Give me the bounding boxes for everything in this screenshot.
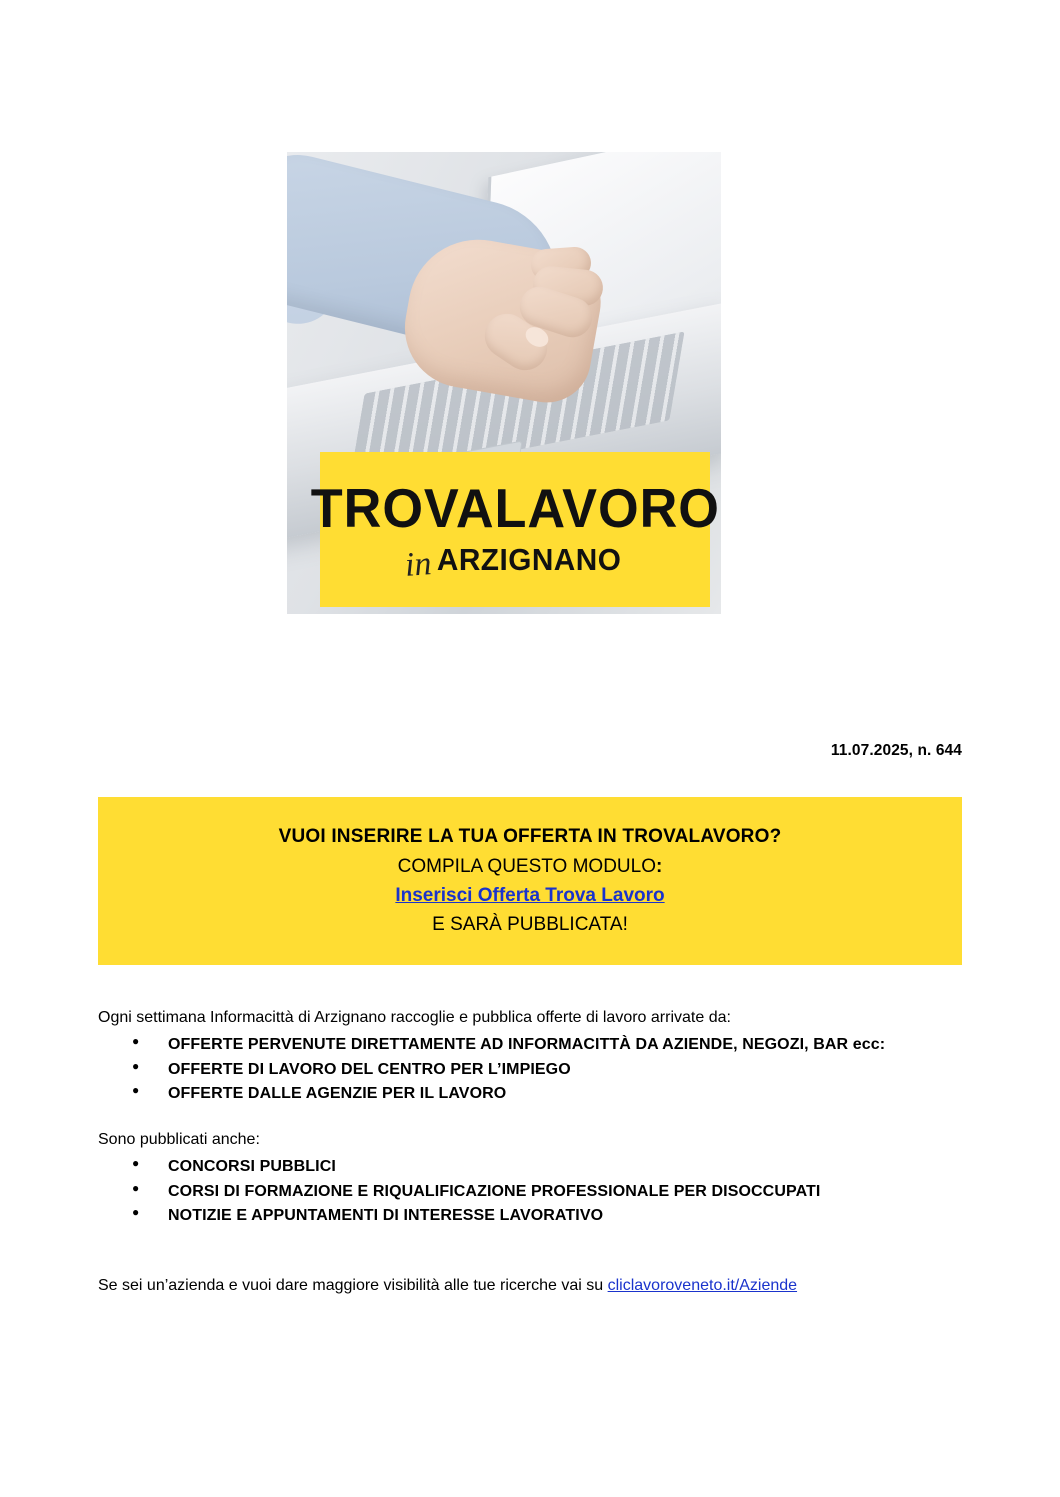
logo-subtitle: [403, 542, 626, 585]
list-item: ● CORSI DI FORMAZIONE E RIQUALIFICAZIONE PROFESSIONALE PER DISOCCUPATI: [98, 1180, 964, 1204]
list-item: ● NOTIZIE E APPUNTAMENTI DI INTERESSE LAVORATIVO: [98, 1204, 964, 1228]
callout-subline-colon: :: [655, 855, 663, 877]
subintro-paragraph: Sono pubblicati anche:: [98, 1131, 260, 1149]
company-note: [98, 1274, 964, 1297]
callout-subline: [98, 852, 962, 881]
logo-city: ARZIGNANO: [436, 542, 622, 577]
spacer: [98, 1106, 964, 1128]
masthead-image: [287, 152, 721, 614]
callout-link-row: [98, 881, 962, 910]
logo-title: TROVALAVORO: [310, 477, 720, 539]
list-item: ● OFFERTE DI LAVORO DEL CENTRO PER L’IMPIEGO: [98, 1058, 964, 1082]
body-content: [98, 1006, 964, 1297]
issue-date: 11.07.2025, n. 644: [830, 742, 962, 759]
list-item: ● CONCORSI PUBBLICI: [98, 1155, 964, 1179]
callout-closing: E SARÀ PUBBLICATA!: [432, 914, 628, 936]
callout-box: [98, 797, 962, 965]
list-item: ● OFFERTE PERVENUTE DIRETTAMENTE AD INFORMACITTÀ DA AZIENDE, NEGOZI, BAR ecc:: [98, 1033, 964, 1057]
inserisci-offerta-link[interactable]: Inserisci Offerta Trova Lavoro: [395, 884, 665, 906]
company-note-text: Se sei un’azienda e vuoi dare maggiore visibilità alle tue ricerche vai su: [98, 1277, 608, 1295]
trovalavoro-logo: [310, 452, 720, 607]
logo-italic-in: in: [403, 545, 433, 585]
intro-paragraph: Ogni settimana Informacittà di Arzignano raccoglie e pubblica offerte di lavoro arrivate da:: [98, 1009, 731, 1026]
sources-list: [98, 1033, 964, 1106]
also-published-list: [98, 1155, 964, 1228]
cliclavoroveneto-link[interactable]: cliclavoroveneto.it/Aziende: [607, 1277, 798, 1295]
list-item: ● OFFERTE DALLE AGENZIE PER IL LAVORO: [98, 1082, 964, 1106]
callout-subline-text: COMPILA QUESTO MODULO: [397, 855, 656, 877]
callout-headline: VUOI INSERIRE LA TUA OFFERTA IN TROVALAVORO?: [278, 826, 782, 847]
